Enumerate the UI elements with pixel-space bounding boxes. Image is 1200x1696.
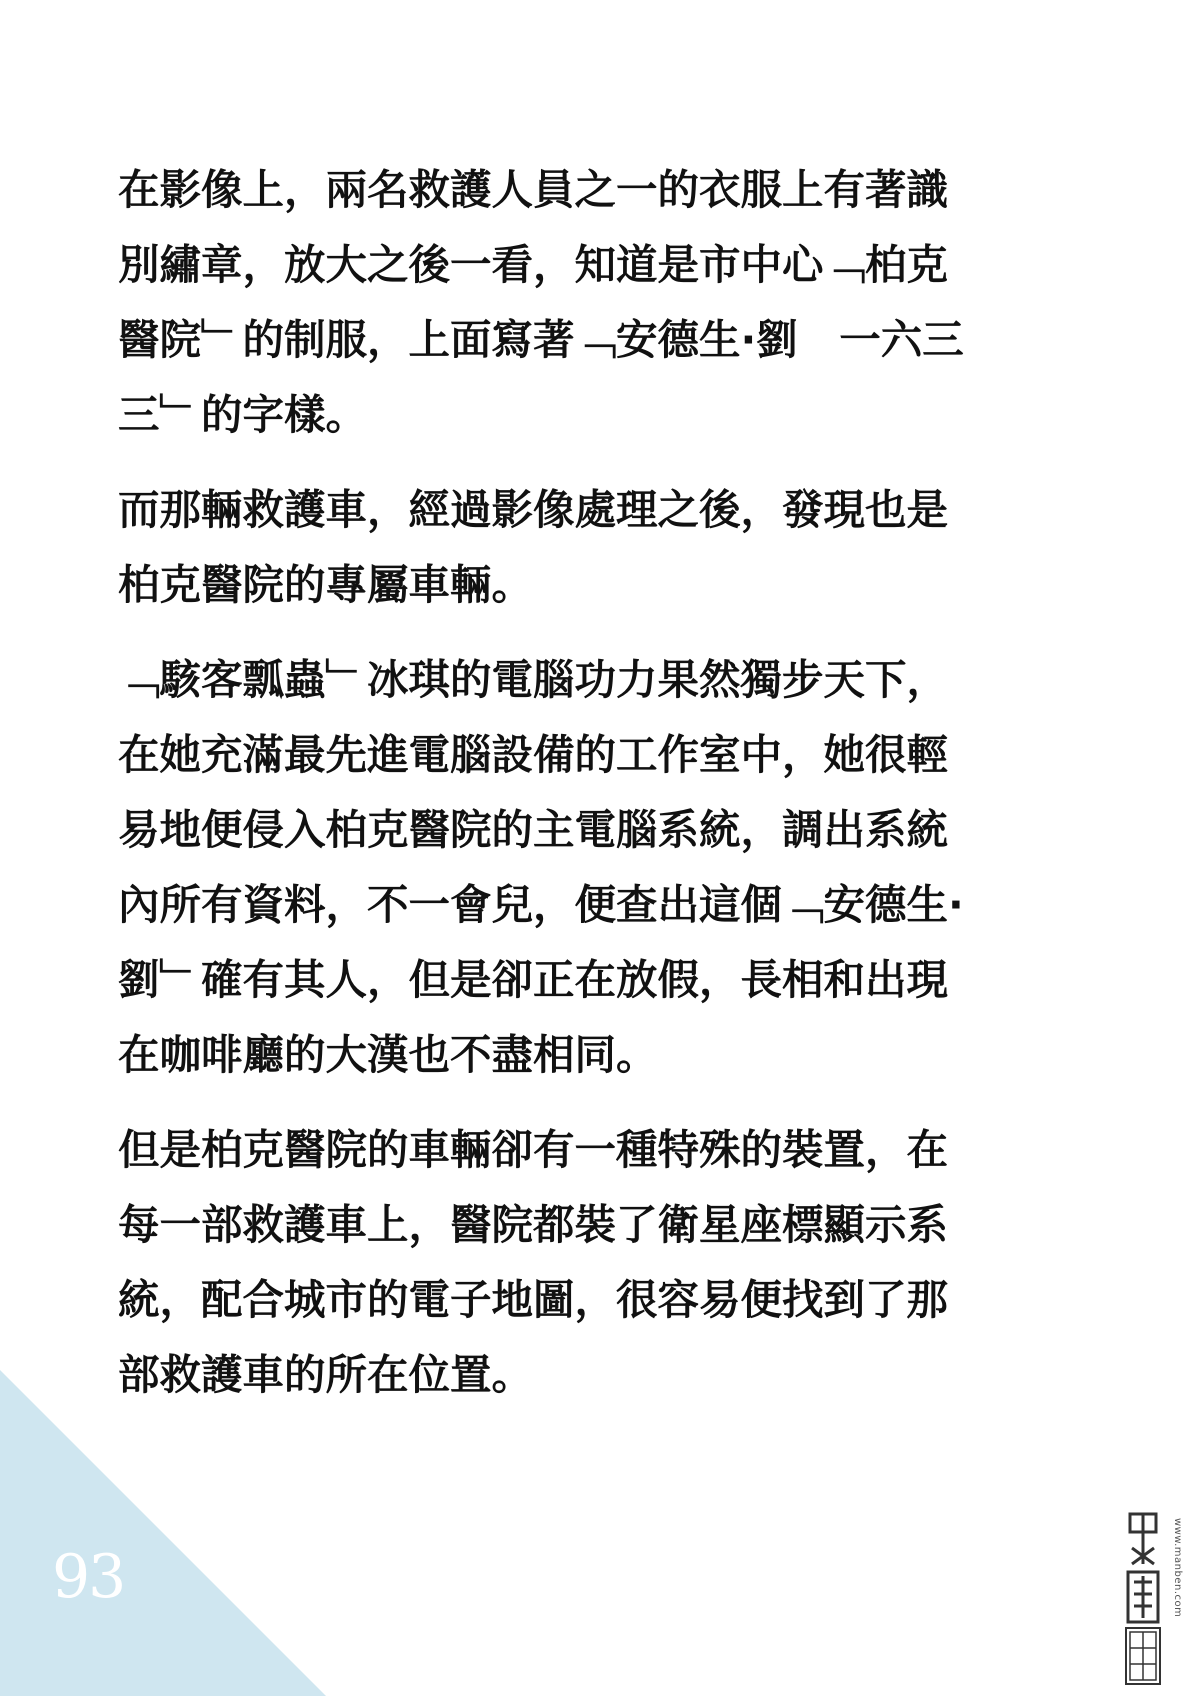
text-line: 每一部救護車上，醫院都裝了衛星座標顯示系 [118,1200,949,1249]
text-line: 在影像上，兩名救護人員之一的衣服上有著識 [118,165,949,214]
paragraph [118,152,1098,452]
paragraph [118,1112,1098,1412]
watermark-url: www.manben.com [1172,1518,1183,1618]
text-line: 部救護車的所在位置。 [118,1350,534,1399]
text-line: 劉﹂確有其人，但是卻正在放假，長相和出現 [118,955,949,1004]
text-line: 在她充滿最先進電腦設備的工作室中，她很輕 [118,730,949,779]
body-text [118,152,1098,1432]
text-line: 但是柏克醫院的車輛卻有一種特殊的裝置，在 [118,1125,949,1174]
text-line: 柏克醫院的專屬車輛。 [118,560,534,609]
paragraph [118,472,1098,622]
text-line: 內所有資料，不一會兒，便查出這個﹁安德生· [118,880,964,929]
page-number: 93 [52,1542,125,1612]
text-line: 別繡章，放大之後一看，知道是市中心﹁柏克 [118,240,949,289]
text-line: 三﹂的字樣。 [118,390,368,439]
text-line: 而那輛救護車，經過影像處理之後，發現也是 [118,485,949,534]
text-line: ﹁駭客瓢蟲﹂冰琪的電腦功力果然獨步天下， [118,655,949,704]
text-line: 易地便侵入柏克醫院的主電腦系統，調出系統 [118,805,949,854]
paragraph [118,642,1098,1092]
text-line: 醫院﹂的制服，上面寫著﹁安德生·劉 一六三 [118,315,964,364]
text-line: 在咖啡廳的大漢也不盡相同。 [118,1030,658,1079]
text-line: 統，配合城市的電子地圖，很容易便找到了那 [118,1275,949,1324]
